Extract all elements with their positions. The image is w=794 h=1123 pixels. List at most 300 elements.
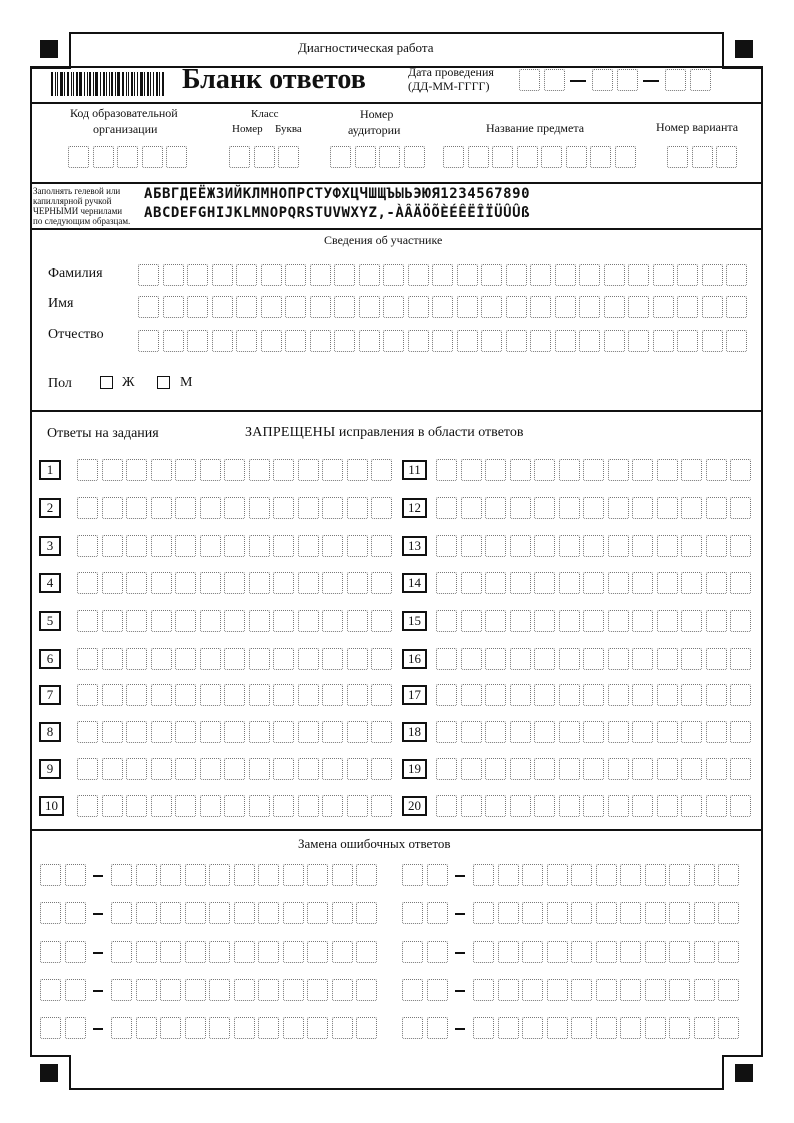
- replacement-answer-cell[interactable]: [694, 1017, 715, 1039]
- replacement-task-number-cells[interactable]: [40, 864, 89, 886]
- replacement-task-number-cells[interactable]: [40, 902, 89, 924]
- letter-cell[interactable]: [359, 296, 380, 318]
- answer-cell[interactable]: [77, 758, 98, 780]
- answer-cell[interactable]: [322, 721, 343, 743]
- answer-cells[interactable]: [436, 684, 755, 706]
- answer-cell[interactable]: [559, 721, 580, 743]
- answer-cell[interactable]: [126, 758, 147, 780]
- letter-cell[interactable]: [432, 330, 453, 352]
- answer-cell[interactable]: [559, 795, 580, 817]
- class-letter-cells[interactable]: [278, 146, 303, 168]
- replacement-answer-cell[interactable]: [234, 941, 255, 963]
- answer-cell[interactable]: [249, 572, 270, 594]
- replacement-number-cell[interactable]: [427, 941, 448, 963]
- answer-cell[interactable]: [485, 572, 506, 594]
- answer-cell[interactable]: [559, 535, 580, 557]
- replacement-task-number-cells[interactable]: [402, 1017, 451, 1039]
- replacement-answer-cell[interactable]: [718, 902, 739, 924]
- answer-cell[interactable]: [322, 648, 343, 670]
- replacement-answer-cell[interactable]: [136, 941, 157, 963]
- replacement-answer-cell[interactable]: [185, 979, 206, 1001]
- answer-cell[interactable]: [436, 721, 457, 743]
- answer-cell[interactable]: [534, 459, 555, 481]
- answer-cell[interactable]: [657, 795, 678, 817]
- answer-cell[interactable]: [347, 459, 368, 481]
- answer-cell[interactable]: [534, 795, 555, 817]
- answer-cell[interactable]: [322, 795, 343, 817]
- answer-cell[interactable]: [632, 497, 653, 519]
- answer-cell[interactable]: [632, 684, 653, 706]
- answer-cell[interactable]: [151, 721, 172, 743]
- answer-cell[interactable]: [200, 610, 221, 632]
- answer-cell[interactable]: [371, 497, 392, 519]
- answer-cell[interactable]: [200, 795, 221, 817]
- answer-cells[interactable]: [436, 459, 755, 481]
- answer-cell[interactable]: [371, 535, 392, 557]
- replacement-answer-cell[interactable]: [258, 902, 279, 924]
- answer-cell[interactable]: [436, 572, 457, 594]
- replacement-answer-cell[interactable]: [596, 979, 617, 1001]
- answer-cell[interactable]: [534, 497, 555, 519]
- answer-cell[interactable]: [657, 459, 678, 481]
- letter-cell[interactable]: [359, 330, 380, 352]
- answer-cell[interactable]: [461, 497, 482, 519]
- answer-cell[interactable]: [200, 648, 221, 670]
- answer-cell[interactable]: [298, 758, 319, 780]
- replacement-answer-cell[interactable]: [185, 941, 206, 963]
- answer-cell[interactable]: [583, 535, 604, 557]
- answer-cell[interactable]: [510, 684, 531, 706]
- replacement-answer-cell[interactable]: [185, 902, 206, 924]
- replacement-answer-cell[interactable]: [111, 864, 132, 886]
- letter-cell[interactable]: [383, 330, 404, 352]
- answer-cell[interactable]: [151, 535, 172, 557]
- letter-cell[interactable]: [334, 264, 355, 286]
- replacement-answer-cell[interactable]: [718, 941, 739, 963]
- surname-cells[interactable]: [138, 264, 751, 286]
- answer-cell[interactable]: [681, 459, 702, 481]
- replacement-answer-cell[interactable]: [209, 902, 230, 924]
- answer-cell[interactable]: [485, 795, 506, 817]
- answer-cell[interactable]: [559, 497, 580, 519]
- answer-cell[interactable]: [77, 497, 98, 519]
- answer-cell[interactable]: [730, 684, 751, 706]
- answer-cell[interactable]: [632, 610, 653, 632]
- answer-cell[interactable]: [77, 459, 98, 481]
- answer-cell[interactable]: [608, 572, 629, 594]
- answer-cell[interactable]: [706, 721, 727, 743]
- replacement-answer-cell[interactable]: [258, 1017, 279, 1039]
- letter-cell[interactable]: [653, 330, 674, 352]
- replacement-answer-cells[interactable]: [111, 864, 381, 886]
- answer-cell[interactable]: [534, 758, 555, 780]
- answer-cell[interactable]: [681, 535, 702, 557]
- replacement-answer-cell[interactable]: [283, 1017, 304, 1039]
- answer-cell[interactable]: [151, 497, 172, 519]
- answer-cell[interactable]: [510, 459, 531, 481]
- replacement-answer-cell[interactable]: [596, 902, 617, 924]
- replacement-answer-cell[interactable]: [669, 979, 690, 1001]
- letter-cell[interactable]: [408, 296, 429, 318]
- answer-cell[interactable]: [461, 572, 482, 594]
- replacement-number-cell[interactable]: [427, 1017, 448, 1039]
- replacement-answer-cell[interactable]: [283, 979, 304, 1001]
- letter-cell[interactable]: [261, 264, 282, 286]
- answer-cell[interactable]: [681, 721, 702, 743]
- replacement-answer-cell[interactable]: [522, 864, 543, 886]
- replacement-answer-cell[interactable]: [620, 941, 641, 963]
- answer-cell[interactable]: [657, 535, 678, 557]
- replacement-answer-cell[interactable]: [694, 941, 715, 963]
- answer-cell[interactable]: [461, 684, 482, 706]
- replacement-answer-cell[interactable]: [258, 941, 279, 963]
- answer-cell[interactable]: [632, 572, 653, 594]
- replacement-answer-cell[interactable]: [136, 1017, 157, 1039]
- answer-cell[interactable]: [322, 497, 343, 519]
- answer-cells[interactable]: [436, 535, 755, 557]
- answer-cell[interactable]: [298, 572, 319, 594]
- replacement-answer-cell[interactable]: [160, 864, 181, 886]
- answer-cell[interactable]: [461, 758, 482, 780]
- answer-cells[interactable]: [77, 610, 396, 632]
- answer-cell[interactable]: [534, 648, 555, 670]
- answer-cell[interactable]: [436, 795, 457, 817]
- replacement-answer-cell[interactable]: [111, 1017, 132, 1039]
- date-month-cells[interactable]: [592, 69, 641, 91]
- replacement-answer-cell[interactable]: [234, 979, 255, 1001]
- answer-cell[interactable]: [224, 535, 245, 557]
- answer-cell[interactable]: [583, 795, 604, 817]
- answer-cell[interactable]: [347, 610, 368, 632]
- replacement-answer-cell[interactable]: [307, 1017, 328, 1039]
- replacement-answer-cell[interactable]: [596, 864, 617, 886]
- replacement-answer-cell[interactable]: [160, 941, 181, 963]
- replacement-task-number-cells[interactable]: [402, 979, 451, 1001]
- answer-cell[interactable]: [510, 572, 531, 594]
- answer-cell[interactable]: [273, 459, 294, 481]
- answer-cell[interactable]: [608, 497, 629, 519]
- replacement-answer-cell[interactable]: [547, 1017, 568, 1039]
- replacement-answer-cell[interactable]: [669, 864, 690, 886]
- answer-cells[interactable]: [77, 758, 396, 780]
- replacement-answer-cell[interactable]: [234, 864, 255, 886]
- replacement-answer-cell[interactable]: [283, 902, 304, 924]
- replacement-task-number-cells[interactable]: [402, 902, 451, 924]
- letter-cell[interactable]: [261, 330, 282, 352]
- letter-cell[interactable]: [677, 296, 698, 318]
- replacement-answer-cell[interactable]: [332, 979, 353, 1001]
- answer-cell[interactable]: [583, 684, 604, 706]
- answer-cell[interactable]: [273, 572, 294, 594]
- sex-female-checkbox[interactable]: [100, 376, 113, 389]
- answer-cell[interactable]: [461, 795, 482, 817]
- answer-cell[interactable]: [657, 610, 678, 632]
- answer-cell[interactable]: [273, 684, 294, 706]
- letter-cell[interactable]: [383, 296, 404, 318]
- replacement-answer-cell[interactable]: [356, 902, 377, 924]
- answer-cell[interactable]: [347, 721, 368, 743]
- answer-cell[interactable]: [175, 648, 196, 670]
- answer-cell[interactable]: [706, 684, 727, 706]
- answer-cell[interactable]: [436, 459, 457, 481]
- answer-cell[interactable]: [632, 648, 653, 670]
- answer-cell[interactable]: [681, 572, 702, 594]
- replacement-task-number-cells[interactable]: [40, 941, 89, 963]
- replacement-answer-cell[interactable]: [473, 902, 494, 924]
- answer-cell[interactable]: [706, 758, 727, 780]
- answer-cell[interactable]: [681, 610, 702, 632]
- replacement-answer-cell[interactable]: [332, 941, 353, 963]
- letter-cell[interactable]: [628, 330, 649, 352]
- replacement-answer-cell[interactable]: [522, 979, 543, 1001]
- answer-cell[interactable]: [298, 795, 319, 817]
- letter-cell[interactable]: [187, 330, 208, 352]
- letter-cell[interactable]: [726, 264, 747, 286]
- answer-cell[interactable]: [249, 610, 270, 632]
- answer-cell[interactable]: [175, 497, 196, 519]
- answer-cells[interactable]: [77, 572, 396, 594]
- answer-cell[interactable]: [322, 535, 343, 557]
- answer-cell[interactable]: [77, 721, 98, 743]
- answer-cell[interactable]: [371, 459, 392, 481]
- replacement-answer-cell[interactable]: [160, 902, 181, 924]
- replacement-number-cell[interactable]: [65, 979, 86, 1001]
- letter-cell[interactable]: [506, 330, 527, 352]
- replacement-answer-cell[interactable]: [694, 979, 715, 1001]
- answer-cell[interactable]: [461, 721, 482, 743]
- date-day-cells[interactable]: [519, 69, 568, 91]
- letter-cell[interactable]: [481, 264, 502, 286]
- answer-cells[interactable]: [77, 535, 396, 557]
- replacement-answer-cell[interactable]: [571, 941, 592, 963]
- answer-cell[interactable]: [461, 648, 482, 670]
- letter-cell[interactable]: [285, 264, 306, 286]
- answer-cell[interactable]: [200, 535, 221, 557]
- letter-cell[interactable]: [187, 296, 208, 318]
- replacement-number-cell[interactable]: [40, 1017, 61, 1039]
- letter-cell[interactable]: [334, 330, 355, 352]
- replacement-answer-cell[interactable]: [645, 979, 666, 1001]
- answer-cell[interactable]: [608, 758, 629, 780]
- answer-cell[interactable]: [249, 758, 270, 780]
- letter-cell[interactable]: [236, 330, 257, 352]
- answer-cell[interactable]: [657, 648, 678, 670]
- replacement-number-cell[interactable]: [65, 864, 86, 886]
- replacement-answer-cell[interactable]: [694, 902, 715, 924]
- letter-cell[interactable]: [677, 264, 698, 286]
- answer-cell[interactable]: [151, 758, 172, 780]
- answer-cell[interactable]: [657, 721, 678, 743]
- replacement-number-cell[interactable]: [40, 864, 61, 886]
- letter-cell[interactable]: [212, 296, 233, 318]
- answer-cell[interactable]: [657, 497, 678, 519]
- replacement-number-cell[interactable]: [40, 902, 61, 924]
- answer-cell[interactable]: [298, 721, 319, 743]
- replacement-task-number-cells[interactable]: [402, 941, 451, 963]
- answer-cell[interactable]: [436, 610, 457, 632]
- answer-cell[interactable]: [126, 648, 147, 670]
- answer-cell[interactable]: [730, 459, 751, 481]
- letter-cell[interactable]: [530, 296, 551, 318]
- replacement-answer-cell[interactable]: [473, 1017, 494, 1039]
- answer-cell[interactable]: [249, 535, 270, 557]
- answer-cells[interactable]: [436, 795, 755, 817]
- answer-cell[interactable]: [200, 497, 221, 519]
- answer-cell[interactable]: [249, 497, 270, 519]
- replacement-answer-cell[interactable]: [234, 1017, 255, 1039]
- answer-cell[interactable]: [461, 610, 482, 632]
- answer-cell[interactable]: [510, 535, 531, 557]
- answer-cell[interactable]: [534, 535, 555, 557]
- variant-cells[interactable]: [667, 146, 741, 168]
- replacement-answer-cells[interactable]: [111, 1017, 381, 1039]
- answer-cell[interactable]: [175, 684, 196, 706]
- answer-cells[interactable]: [77, 795, 396, 817]
- answer-cell[interactable]: [461, 459, 482, 481]
- replacement-answer-cell[interactable]: [136, 979, 157, 1001]
- letter-cell[interactable]: [163, 330, 184, 352]
- replacement-number-cell[interactable]: [427, 864, 448, 886]
- answer-cell[interactable]: [175, 795, 196, 817]
- answer-cell[interactable]: [681, 758, 702, 780]
- letter-cell[interactable]: [408, 264, 429, 286]
- replacement-answer-cell[interactable]: [185, 1017, 206, 1039]
- name-cells[interactable]: [138, 296, 751, 318]
- patronymic-cells[interactable]: [138, 330, 751, 352]
- answer-cell[interactable]: [583, 610, 604, 632]
- answer-cell[interactable]: [126, 497, 147, 519]
- answer-cell[interactable]: [347, 795, 368, 817]
- answer-cell[interactable]: [126, 795, 147, 817]
- answer-cell[interactable]: [583, 497, 604, 519]
- replacement-answer-cell[interactable]: [547, 941, 568, 963]
- answer-cells[interactable]: [436, 648, 755, 670]
- answer-cell[interactable]: [126, 572, 147, 594]
- answer-cell[interactable]: [224, 459, 245, 481]
- answer-cell[interactable]: [273, 535, 294, 557]
- answer-cell[interactable]: [200, 459, 221, 481]
- answer-cell[interactable]: [175, 459, 196, 481]
- letter-cell[interactable]: [457, 296, 478, 318]
- answer-cell[interactable]: [273, 758, 294, 780]
- answer-cell[interactable]: [706, 572, 727, 594]
- letter-cell[interactable]: [702, 330, 723, 352]
- letter-cell[interactable]: [677, 330, 698, 352]
- replacement-answer-cell[interactable]: [547, 864, 568, 886]
- subject-cells[interactable]: [443, 146, 639, 168]
- answer-cell[interactable]: [510, 648, 531, 670]
- replacement-answer-cell[interactable]: [209, 979, 230, 1001]
- replacement-answer-cell[interactable]: [136, 864, 157, 886]
- answer-cell[interactable]: [151, 459, 172, 481]
- letter-cell[interactable]: [236, 264, 257, 286]
- letter-cell[interactable]: [579, 296, 600, 318]
- answer-cell[interactable]: [77, 610, 98, 632]
- answer-cell[interactable]: [730, 648, 751, 670]
- answer-cell[interactable]: [151, 795, 172, 817]
- answer-cell[interactable]: [534, 684, 555, 706]
- answer-cell[interactable]: [730, 795, 751, 817]
- answer-cell[interactable]: [371, 684, 392, 706]
- answer-cell[interactable]: [249, 795, 270, 817]
- replacement-answer-cell[interactable]: [498, 902, 519, 924]
- answer-cell[interactable]: [583, 459, 604, 481]
- letter-cell[interactable]: [579, 264, 600, 286]
- letter-cell[interactable]: [212, 264, 233, 286]
- answer-cells[interactable]: [436, 497, 755, 519]
- replacement-answer-cell[interactable]: [694, 864, 715, 886]
- answer-cell[interactable]: [583, 648, 604, 670]
- answer-cell[interactable]: [175, 721, 196, 743]
- letter-cell[interactable]: [310, 330, 331, 352]
- answer-cell[interactable]: [371, 795, 392, 817]
- answer-cell[interactable]: [485, 721, 506, 743]
- replacement-answer-cells[interactable]: [111, 979, 381, 1001]
- letter-cell[interactable]: [187, 264, 208, 286]
- answer-cell[interactable]: [175, 610, 196, 632]
- answer-cell[interactable]: [730, 572, 751, 594]
- letter-cell[interactable]: [604, 296, 625, 318]
- answer-cell[interactable]: [510, 758, 531, 780]
- letter-cell[interactable]: [604, 264, 625, 286]
- letter-cell[interactable]: [138, 330, 159, 352]
- replacement-answer-cell[interactable]: [571, 1017, 592, 1039]
- answer-cell[interactable]: [559, 572, 580, 594]
- answer-cell[interactable]: [706, 459, 727, 481]
- replacement-answer-cells[interactable]: [473, 864, 743, 886]
- answer-cell[interactable]: [77, 684, 98, 706]
- replacement-answer-cell[interactable]: [522, 1017, 543, 1039]
- answer-cell[interactable]: [559, 758, 580, 780]
- replacement-answer-cell[interactable]: [160, 979, 181, 1001]
- letter-cell[interactable]: [702, 264, 723, 286]
- replacement-number-cell[interactable]: [65, 1017, 86, 1039]
- letter-cell[interactable]: [163, 264, 184, 286]
- answer-cell[interactable]: [632, 721, 653, 743]
- answer-cell[interactable]: [347, 497, 368, 519]
- answer-cell[interactable]: [730, 535, 751, 557]
- replacement-answer-cell[interactable]: [209, 1017, 230, 1039]
- answer-cell[interactable]: [436, 684, 457, 706]
- replacement-answer-cell[interactable]: [111, 979, 132, 1001]
- replacement-answer-cell[interactable]: [258, 979, 279, 1001]
- answer-cell[interactable]: [608, 648, 629, 670]
- answer-cell[interactable]: [77, 648, 98, 670]
- replacement-answer-cell[interactable]: [547, 902, 568, 924]
- letter-cell[interactable]: [555, 296, 576, 318]
- replacement-answer-cell[interactable]: [209, 864, 230, 886]
- answer-cell[interactable]: [485, 535, 506, 557]
- answer-cell[interactable]: [347, 684, 368, 706]
- replacement-answer-cell[interactable]: [332, 902, 353, 924]
- answer-cell[interactable]: [485, 497, 506, 519]
- answer-cell[interactable]: [632, 459, 653, 481]
- answer-cell[interactable]: [102, 610, 123, 632]
- replacement-number-cell[interactable]: [402, 864, 423, 886]
- replacement-answer-cell[interactable]: [718, 979, 739, 1001]
- replacement-answer-cell[interactable]: [307, 941, 328, 963]
- replacement-number-cell[interactable]: [65, 902, 86, 924]
- letter-cell[interactable]: [457, 330, 478, 352]
- answer-cell[interactable]: [608, 610, 629, 632]
- replacement-answer-cell[interactable]: [356, 979, 377, 1001]
- answer-cell[interactable]: [102, 721, 123, 743]
- answer-cell[interactable]: [681, 648, 702, 670]
- replacement-answer-cell[interactable]: [620, 902, 641, 924]
- answer-cell[interactable]: [436, 497, 457, 519]
- answer-cell[interactable]: [559, 684, 580, 706]
- answer-cell[interactable]: [249, 648, 270, 670]
